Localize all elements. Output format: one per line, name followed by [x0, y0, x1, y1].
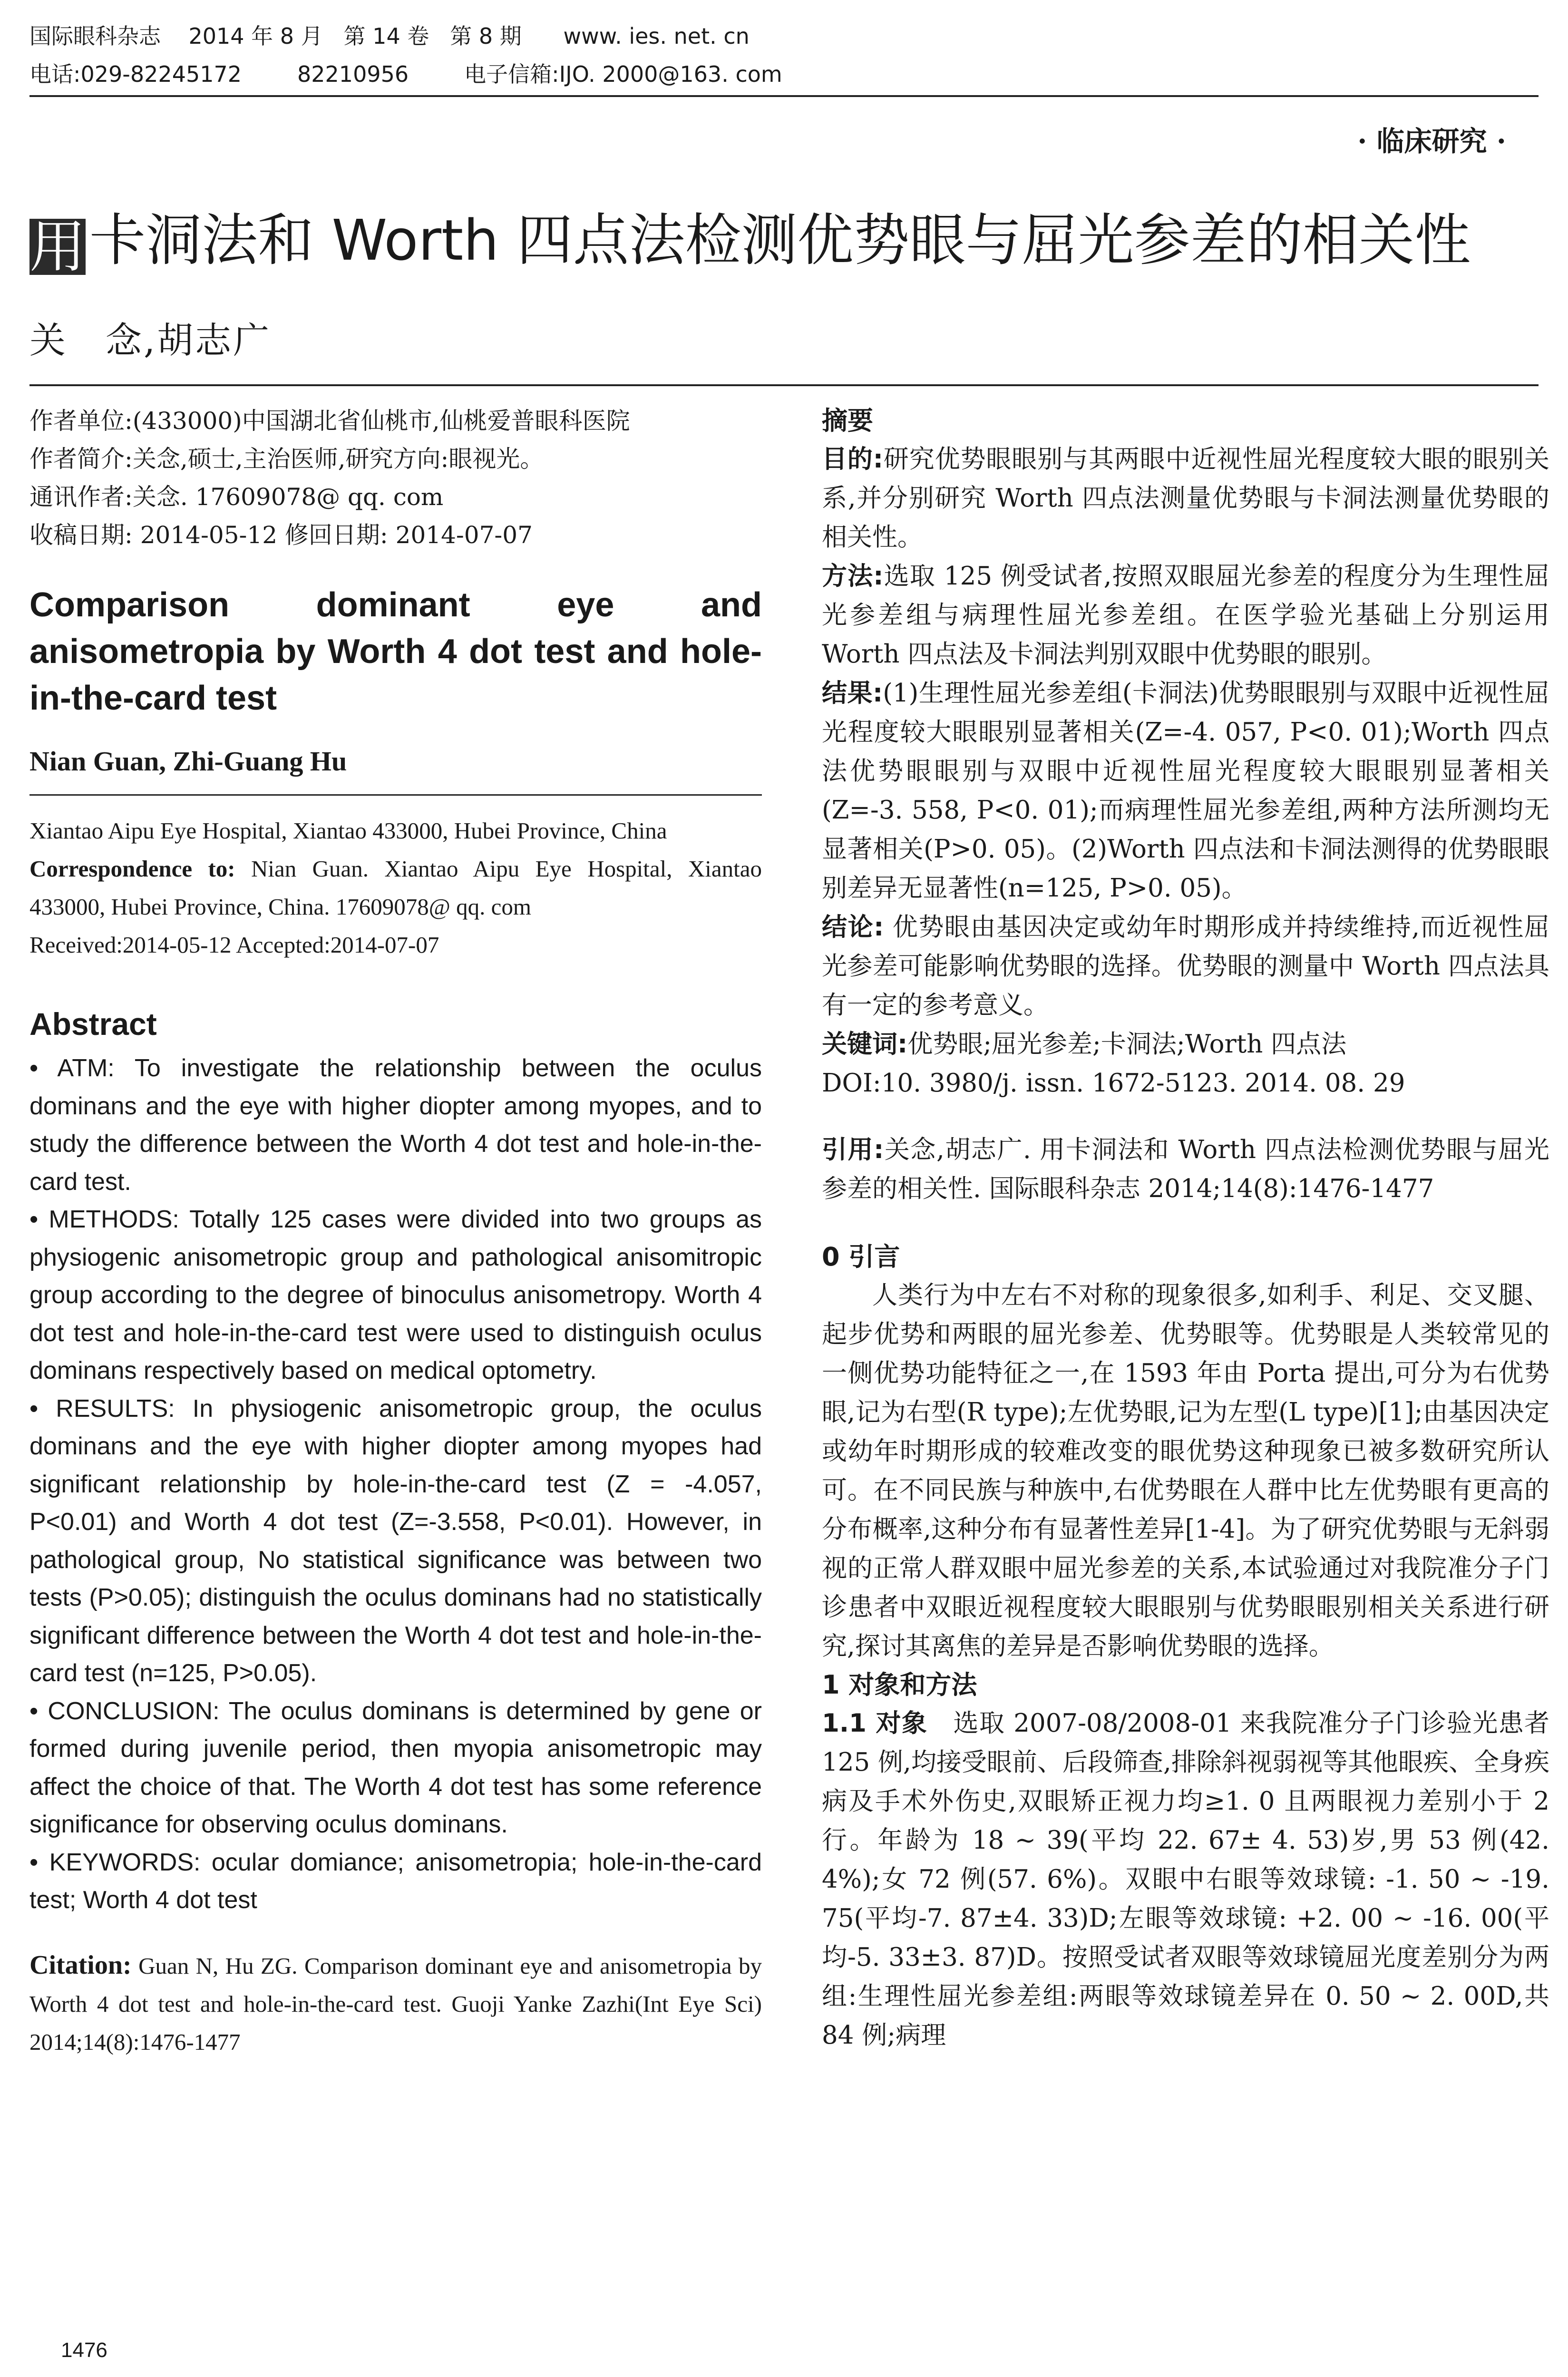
zh-conclusion-text: 优势眼由基因决定或幼年时期形成并持续维持,而近视性屈光参差可能影响优势眼的选择。优势眼的测量中 Worth 四点法具有一定的参考意义。	[822, 913, 1549, 1020]
author-info	[29, 402, 762, 554]
subjects-text: 选取 2007-08/2008-01 来我院准分子门诊验光患者 125 例,均接受眼前、后段筛查,排除斜视弱视等其他眼疾、全身疾病及手术外伤史,双眼矫正视力均≥1. 0 且两眼视力差别小于 2 行。年龄为 18 ~ 39(平均 22. 67± 4. 53)岁,男 53 例(42. 4%);女 72 例(57. 6%)。双眼中右眼等效球镜: -1. 50 ~ -19. 75(平均-7. 87±4. 33)D;左眼等效球镜: +2. 00 ~ -16. 00(平均-5. 33±3. 87)D。按照受试者双眼等效球镜屈光度差别分为两组:生理性屈光参差组:两眼等效球镜差异在 0. 50 ~ 2. 00D,共 84 例;病理	[822, 1709, 1549, 2050]
english-correspondence	[29, 850, 762, 926]
abstract-conclusion: • CONCLUSION: The oculus dominans is determined by gene or formed during juvenile period, then myopia anisometropic may affect the choice of that. The Worth 4 dot test has some reference significance for observing oculus dominans.	[29, 1697, 762, 1838]
english-dates: Received:2014-05-12 Accepted:2014-07-07	[29, 932, 439, 958]
zh-results	[822, 674, 1549, 908]
citation-label: Citation:	[29, 1950, 132, 1980]
title-initial-icon: 用	[29, 214, 86, 280]
abstract-keywords: • KEYWORDS: ocular domiance; anisometropia; hole-in-the-card test; Worth 4 dot test	[29, 1848, 762, 1914]
zh-keywords-text: 优势眼;屈光参差;卡洞法;Worth 四点法	[907, 1030, 1347, 1059]
subjects-paragraph	[822, 1704, 1549, 2055]
zh-citation-text: 关念,胡志广. 用卡洞法和 Worth 四点法检测优势眼与屈光参差的相关性. 国际眼科杂志 2014;14(8):1476-1477	[822, 1135, 1549, 1203]
zh-keywords-label: 关键词:	[822, 1030, 908, 1059]
zh-aim-label: 目的:	[822, 445, 883, 474]
article-title	[29, 200, 1539, 281]
left-column	[29, 402, 762, 2061]
section-label: · 临床研究 ·	[1357, 125, 1506, 157]
intro-heading: 0 引言	[822, 1242, 900, 1272]
received-dates: 收稿日期: 2014-05-12 修回日期: 2014-07-07	[29, 521, 533, 549]
methods-heading: 1 对象和方法	[822, 1670, 977, 1700]
subjects-label: 1.1 对象	[822, 1709, 928, 1738]
corresponding-author: 通讯作者:关念. 17609078@ qq. com	[29, 483, 444, 511]
zh-methods	[822, 557, 1549, 674]
zh-conclusion-label: 结论:	[822, 913, 884, 942]
zh-keywords	[822, 1025, 1549, 1064]
intro-text: 人类行为中左右不对称的现象很多,如利手、利足、交叉腿、起步优势和两眼的屈光参差、优势眼等。优势眼是人类较常见的一侧优势功能特征之一,在 1593 年由 Porta 提出,可分为右优势眼,记为右型(R type);左优势眼,记为左型(L type)[1];由基因决定或幼年时期形成的较难改变的眼优势这种现象已被多数研究所认可。在不同民族与种族中,右优势眼在人群中比左优势眼有更高的分布概率,这种分布有显著性差异[1-4]。为了研究优势眼与无斜弱视的正常人群双眼中屈光参差的关系,本试验通过对我院准分子门诊患者中双眼近视程度较大眼眼别与优势眼眼别相关关系进行研究,探讨其离焦的差异是否影响优势眼的选择。	[822, 1281, 1549, 1661]
running-header-line1: 国际眼科杂志 2014 年 8 月 第 14 卷 第 8 期 www. ies. net. cn	[29, 23, 750, 49]
abstract-heading: Abstract	[29, 1006, 157, 1042]
page-number: 1476	[61, 2338, 107, 2362]
right-column	[822, 402, 1549, 2055]
zh-aim	[822, 440, 1549, 557]
english-affiliation: Xiantao Aipu Eye Hospital, Xiantao 433000, Hubei Province, China	[29, 818, 667, 844]
header-rule	[29, 95, 1539, 97]
english-title: Comparison dominant eye and anisometropia by Worth 4 dot test and hole-in-the-card test	[29, 586, 762, 717]
zh-citation	[822, 1130, 1549, 1208]
abstract-methods: • METHODS: Totally 125 cases were divided into two groups as physiogenic anisometropic group and pathological anisomitropic group according to the degree of binoculus anisometropy. Worth 4 dot test and hole-in-the-card test were used to distinguish oculus dominans respectively based on medical optometry.	[29, 1206, 762, 1384]
correspondence-label: Correspondence to:	[29, 856, 235, 882]
author-unit: 作者单位:(433000)中国湖北省仙桃市,仙桃爱普眼科医院	[29, 407, 630, 435]
zh-aim-text: 研究优势眼眼别与其两眼中近视性屈光程度较大眼的眼别关系,并分别研究 Worth 四点法测量优势眼与卡洞法测量优势眼的相关性。	[822, 445, 1549, 552]
running-header-line2: 电话:029-82245172 82210956 电子信箱:IJO. 2000@163. com	[29, 61, 782, 87]
zh-methods-text: 选取 125 例受试者,按照双眼屈光参差的程度分为生理性屈光参差组与病理性屈光参差组。在医学验光基础上分别运用 Worth 四点法及卡洞法判别双眼中优势眼的眼别。	[822, 562, 1550, 669]
correspondence-text: Nian Guan. Xiantao Aipu Eye Hospital, Xiantao 433000, Hubei Province, China. 17609078@ qq. com	[29, 856, 762, 920]
zh-results-label: 结果:	[822, 679, 883, 708]
abstract-aim: • ATM: To investigate the relationship between the oculus dominans and the eye with higher diopter among myopes, and to study the difference between the Worth 4 dot test and hole-in-the-card test.	[29, 1054, 762, 1196]
zh-conclusion	[822, 908, 1549, 1025]
abstract-results: • RESULTS: In physiogenic anisometropic group, the oculus dominans and the eye with higher diopter among myopes had significant relationship by hole-in-the-card test (Z = -4.057, P<0.01) and Worth 4 dot test (Z=-3.558, P<0.01). However, in pathological group, No statistical significance was between two tests (P>0.05); distinguish the oculus dominans had no statistically significant difference between the Worth 4 dot test and hole-in-the-card test (n=125, P>0.05).	[29, 1394, 762, 1687]
zh-doi: DOI:10. 3980/j. issn. 1672-5123. 2014. 08. 29	[822, 1069, 1405, 1098]
citation-text: Guan N, Hu ZG. Comparison dominant eye and anisometropia by Worth 4 dot test and hole-in-the-card test. Guoji Yanke Zazhi(Int Eye Sci) 2014;14(8):1476-1477	[29, 1952, 762, 2055]
title-rule	[29, 384, 1539, 386]
english-citation	[29, 1946, 762, 2061]
zh-methods-label: 方法:	[822, 562, 884, 591]
english-author-rule	[29, 794, 762, 796]
zh-results-text: (1)生理性屈光参差组(卡洞法)优势眼眼别与双眼中近视性屈光程度较大眼眼别显著相关(Z=-4. 057, P<0. 01);Worth 四点法优势眼眼别与双眼中近视性屈光程度较大眼眼别显著相关(Z=-3. 558, P<0. 01);而病理性屈光参差组,两种方法所测均无显著相关(P>0. 05)。(2)Worth 四点法和卡洞法测得的优势眼眼别差异无显著性(n=125, P>0. 05)。	[822, 679, 1549, 903]
authors-zh: 关 念,胡志广	[29, 319, 272, 361]
title-text: 卡洞法和 Worth 四点法检测优势眼与屈光参差的相关性	[89, 207, 1471, 273]
zh-citation-label: 引用:	[822, 1135, 884, 1164]
author-bio: 作者简介:关念,硕士,主治医师,研究方向:眼视光。	[29, 445, 544, 473]
english-authors: Nian Guan, Zhi-Guang Hu	[29, 746, 347, 777]
zh-abstract-heading: 摘要	[822, 406, 873, 436]
